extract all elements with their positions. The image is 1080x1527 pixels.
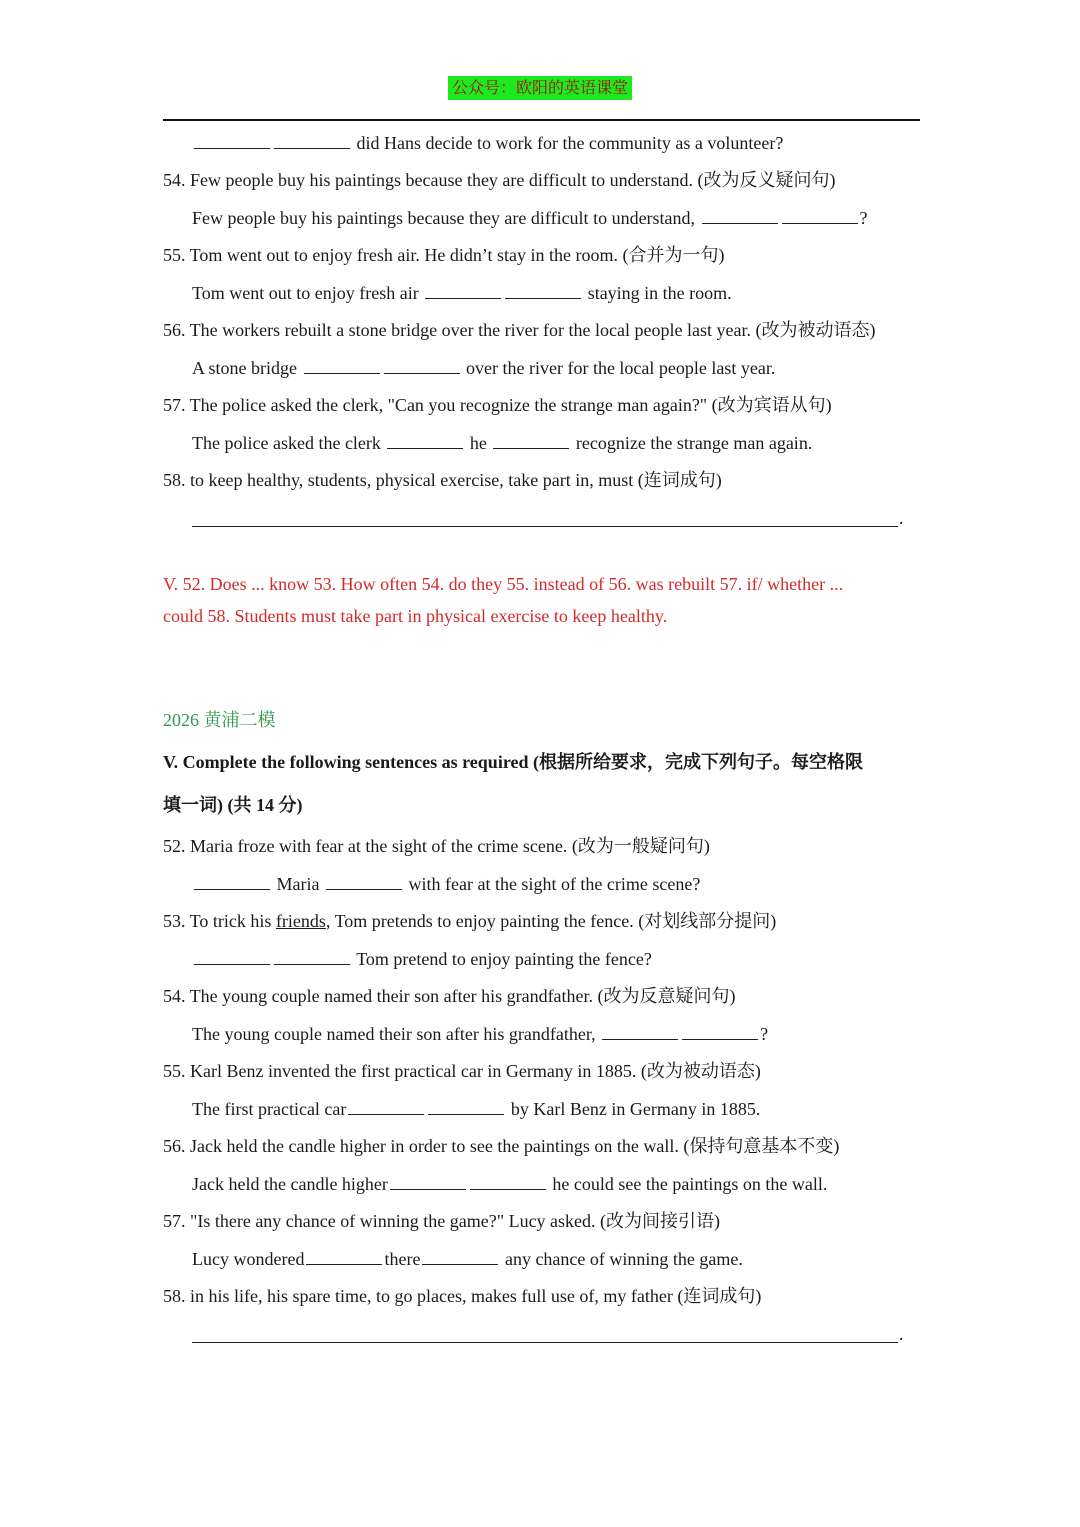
answer-blank[interactable]: [702, 207, 778, 224]
sentence-text: Few people buy his paintings because they are difficult to understand,: [192, 208, 696, 228]
question-56: 56. Jack held the candle higher in order to see the paintings on the wall. (保持句意基本不变): [163, 1136, 840, 1156]
header-rule: [163, 119, 920, 121]
sentence-end: .: [899, 1324, 904, 1344]
question-58: 58. in his life, his spare time, to go places, makes full use of, my father (连词成句): [163, 1286, 762, 1306]
answer-blank[interactable]: [326, 873, 402, 890]
answer-blank[interactable]: [782, 207, 858, 224]
instruction-line: 填一词) (共 14 分): [163, 795, 303, 815]
answer-blank[interactable]: [194, 873, 270, 890]
answer-blank[interactable]: [428, 1098, 504, 1115]
header-watermark: 公众号：欧阳的英语课堂: [448, 76, 632, 100]
answer-key-line: V. 52. Does ... know 53. How often 54. do they 55. instead of 56. was rebuilt 57. if/ whether ...: [163, 574, 844, 594]
sentence-text: The police asked the clerk: [192, 433, 381, 453]
answer-blank[interactable]: [194, 132, 270, 149]
sentence-end: .: [899, 508, 904, 528]
sentence-text: any chance of winning the game.: [504, 1249, 743, 1269]
answer-blank[interactable]: [493, 432, 569, 449]
answer-blank[interactable]: [390, 1173, 466, 1190]
sentence-text: he: [469, 433, 487, 453]
answer-blank[interactable]: [304, 357, 380, 374]
answer-blank[interactable]: [387, 432, 463, 449]
sentence-text: Tom pretend to enjoy painting the fence?: [356, 949, 652, 969]
answer-blank[interactable]: [425, 282, 501, 299]
answer-line[interactable]: [192, 526, 898, 527]
sentence-text: over the river for the local people last year.: [466, 358, 776, 378]
answer-line[interactable]: [192, 1342, 898, 1343]
sentence-text: recognize the strange man again.: [575, 433, 813, 453]
answer-blank[interactable]: [384, 357, 460, 374]
exercise-line: [192, 207, 868, 229]
sentence-text: did Hans decide to work for the community as a volunteer?: [356, 133, 784, 153]
answer-blank[interactable]: [348, 1098, 424, 1115]
question-55: 55. Tom went out to enjoy fresh air. He didn’t stay in the room. (合并为一句): [163, 245, 725, 265]
answer-blank[interactable]: [274, 948, 350, 965]
sentence-text: staying in the room.: [587, 283, 732, 303]
question-57: 57. "Is there any chance of winning the game?" Lucy asked. (改为间接引语): [163, 1211, 721, 1231]
sentence-text: by Karl Benz in Germany in 1885.: [510, 1099, 761, 1119]
exercise-line: [192, 282, 732, 304]
sentence-text: Maria: [276, 874, 320, 894]
answer-blank[interactable]: [470, 1173, 546, 1190]
sentence-text: ?: [760, 1024, 769, 1044]
sentence-text: A stone bridge: [192, 358, 297, 378]
sentence-text: Tom went out to enjoy fresh air: [192, 283, 419, 303]
exercise-line: [192, 1023, 768, 1045]
question-52: 52. Maria froze with fear at the sight of the crime scene. (改为一般疑问句): [163, 836, 710, 856]
answer-blank[interactable]: [306, 1248, 382, 1265]
exercise-line: [192, 432, 812, 454]
exercise-line: [192, 948, 652, 970]
sentence-text: Lucy wondered: [192, 1249, 305, 1269]
section-title: 2026 黄浦二模: [163, 710, 276, 730]
answer-blank[interactable]: [422, 1248, 498, 1265]
question-55: 55. Karl Benz invented the first practical car in Germany in 1885. (改为被动语态): [163, 1061, 761, 1081]
question-53: [163, 910, 776, 932]
question-57: 57. The police asked the clerk, "Can you recognize the strange man again?" (改为宾语从句): [163, 395, 832, 415]
answer-blank[interactable]: [274, 132, 350, 149]
sentence-text: with fear at the sight of the crime scene?: [408, 874, 701, 894]
answer-key-line: could 58. Students must take part in physical exercise to keep healthy.: [163, 606, 668, 626]
exercise-line: [192, 357, 775, 379]
exercise-line: [192, 1173, 827, 1195]
question-56: 56. The workers rebuilt a stone bridge over the river for the local people last year. (改为被动语态): [163, 320, 876, 340]
exercise-line: [192, 1248, 743, 1270]
exercise-line: [192, 132, 783, 154]
question-text: 53. To trick his: [163, 911, 276, 931]
instruction-line: V. Complete the following sentences as required (根据所给要求，完成下列句子。每空格限: [163, 752, 863, 772]
question-text: , Tom pretends to enjoy painting the fence. (对划线部分提问): [325, 911, 777, 931]
answer-blank[interactable]: [505, 282, 581, 299]
sentence-text: The first practical car: [192, 1099, 347, 1119]
sentence-text: he could see the paintings on the wall.: [552, 1174, 828, 1194]
sentence-text: there: [384, 1249, 421, 1269]
exercise-line: [192, 873, 700, 895]
sentence-text: Jack held the candle higher: [192, 1174, 388, 1194]
answer-blank[interactable]: [602, 1023, 678, 1040]
underlined-word: friends: [275, 911, 326, 931]
sentence-text: ?: [859, 208, 868, 228]
question-58: 58. to keep healthy, students, physical exercise, take part in, must (连词成句): [163, 470, 722, 490]
exercise-line: [192, 1098, 760, 1120]
sentence-text: The young couple named their son after his grandfather,: [192, 1024, 596, 1044]
question-54: 54. The young couple named their son after his grandfather. (改为反意疑问句): [163, 986, 736, 1006]
question-54: 54. Few people buy his paintings because they are difficult to understand. (改为反义疑问句): [163, 170, 836, 190]
answer-blank[interactable]: [682, 1023, 758, 1040]
answer-blank[interactable]: [194, 948, 270, 965]
